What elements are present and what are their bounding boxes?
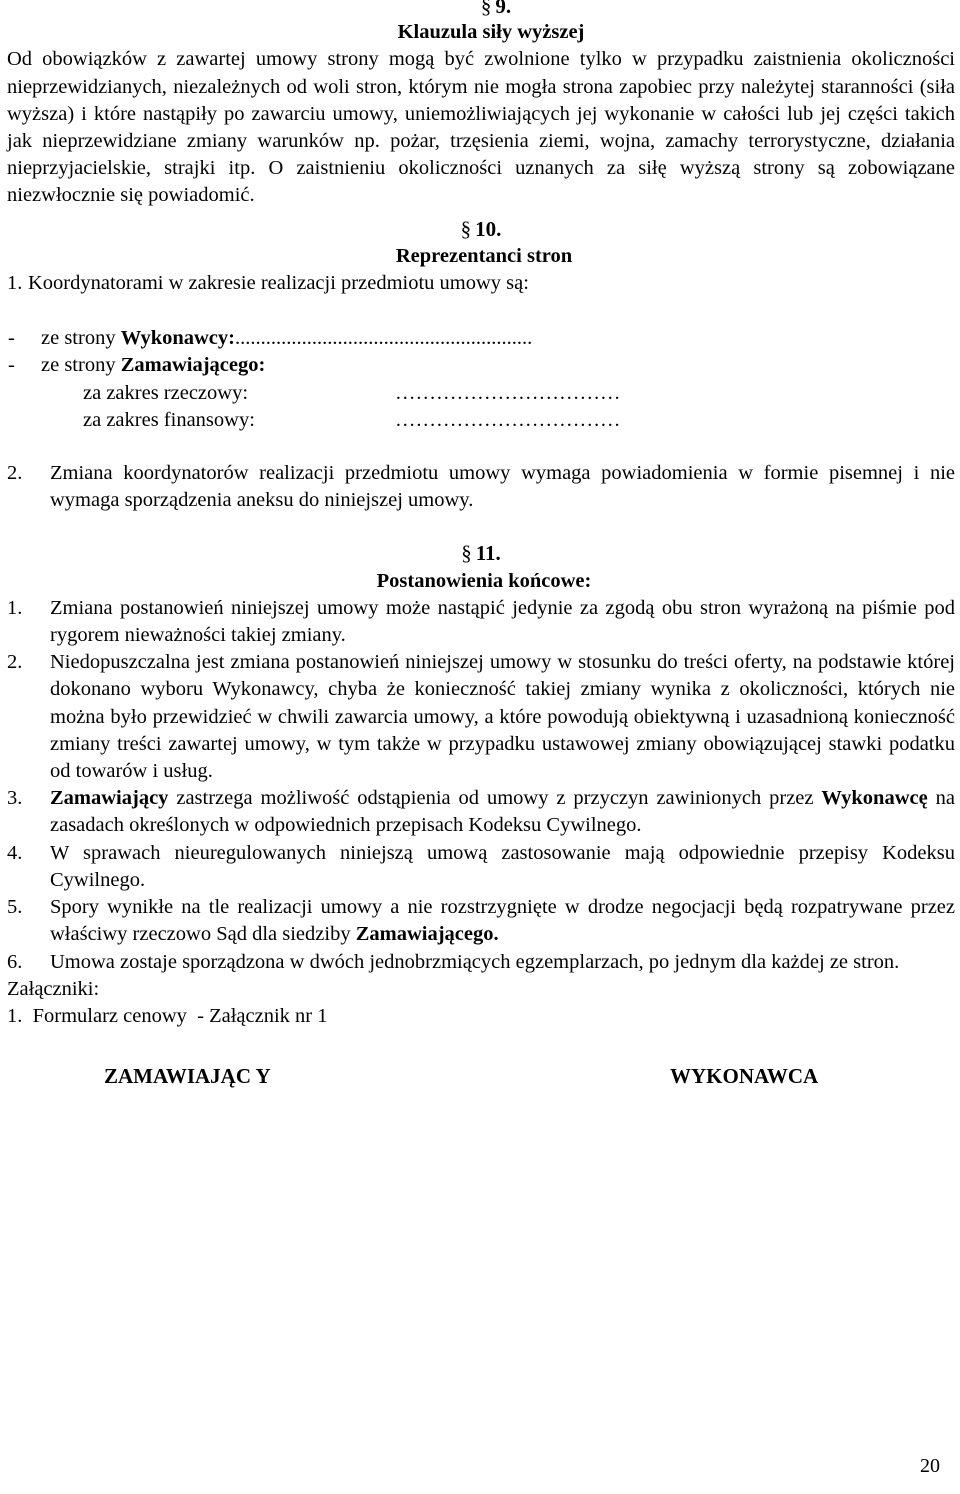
section-11-title: Postanowienia końcowe: (376, 569, 592, 592)
item-text: Koordynatorami w zakresie realizacji przedmiotu umowy są: (28, 272, 529, 295)
section-11-item-4 (7, 840, 955, 894)
paragraph-sign: § (461, 541, 472, 566)
coordinator-prefix: ze strony (41, 327, 121, 350)
section-11-item-6 (7, 949, 955, 976)
section-9-body: Od obowiązków z zawartej umowy strony mogą być zwolnione tylko w przypadku zaistnienia okoliczności nieprzewidzianych, niezależnych od woli stron, którym nie mogła strona zapobiec przy należytej staranności (siła wyższa) i które nastąpiły po zawarciu umowy, uniemożliwiających jej wykonanie w całości lub jej części takich jak nieprzewidziane zmiany warunków np. pożar, trzęsienia ziemi, wojna, zamachy terrorystyczne, działania nieprzyjacielskie, strajki itp. O zaistnieniu okoliczności uznanych za siłę wyższą strony są zobowiązane niezwłocznie się powiadomić. (7, 48, 955, 207)
signature-zamawiajacy: ZAMAWIAJĄC Y (104, 1064, 271, 1089)
coordinator-prefix: ze strony (41, 354, 121, 377)
signatures (7, 1063, 955, 1103)
item-text-part: Spory wynikłe na tle realizacji umowy a nie rozstrzygnięte w drodze negocjacji będą rozpatrywane przez właściwy rzeczowo Sąd dla siedziby (50, 896, 955, 946)
paragraph-sign: § (480, 0, 492, 18)
item-text (50, 894, 955, 948)
coordinator-wykonawca-dots: .......................................................... (234, 327, 533, 350)
item-text: Niedopuszczalna jest zmiana postanowień niniejszej umowy w stosunku do treści oferty, na podstawie której dokonano wyboru Wykonawcy, chyba że konieczność takiej zmiany wynika z okoliczności, których nie można było przewidzieć w chwili zawarcia umowy, a które powodują obiektywną i uzasadnioną konieczność zmiany treści zawartej umowy, w tym także w przypadku ustawowej zmiany obowiązującej stawki podatku od towarów i usług. (50, 651, 955, 783)
section-10-item-2 (7, 460, 955, 514)
item-number: 2. (7, 651, 23, 674)
coordinator-wykonawca-label: Wykonawcy: (120, 327, 235, 350)
coordinator-wykonawca-row (7, 325, 955, 352)
wykonawce-bold: Wykonawcę (821, 787, 928, 810)
item-text-part: na zasadach określonych w odpowiednich przepisach Kodeksu Cywilnego. (50, 787, 955, 837)
document-page (7, 0, 955, 1103)
item-text: W sprawach nieuregulowanych niniejszą umową zastosowanie mają odpowiednie przepisy Kodeksu Cywilnego. (50, 841, 955, 891)
scope-finansowy-row (7, 407, 955, 434)
dash: - (8, 327, 15, 350)
item-text: Umowa zostaje sporządzona w dwóch jednobrzmiących egzemplarzach, po jednym dla każdej ze stron. (50, 950, 900, 973)
attachment-item-1: 1. Formularz cenowy - Załącznik nr 1 (7, 1004, 328, 1027)
attachments-label: Załączniki: (7, 977, 100, 1000)
section-10-item-1 (7, 270, 955, 297)
scope-rzeczowy-dots: …………………………… (395, 381, 621, 404)
zamawiajacy-bold: Zamawiający (50, 787, 169, 810)
section-9-title: Klauzula siły wyższej (397, 21, 585, 44)
section-11-item-1 (7, 595, 955, 649)
section-9-heading (7, 0, 955, 20)
section-11-item-3 (7, 785, 955, 839)
page-number: 20 (920, 1455, 940, 1477)
item-number: 6. (7, 950, 23, 973)
item-number: 1. (7, 596, 23, 619)
coordinator-zamawiajacy-row (7, 352, 955, 379)
paragraph-sign: § (460, 216, 472, 241)
scope-finansowy-label: za zakres finansowy: (83, 408, 255, 431)
section-10-number: 10. (475, 216, 502, 241)
item-text-part: zastrzega możliwość odstąpienia od umowy z przyczyn zawinionych przez (168, 787, 822, 810)
section-11-item-2 (7, 649, 955, 785)
scope-rzeczowy-label: za zakres rzeczowy: (83, 381, 249, 404)
scope-finansowy-dots: …………………………… (395, 408, 621, 431)
signature-wykonawca: WYKONAWCA (670, 1064, 819, 1089)
item-text: Zmiana postanowień niniejszej umowy może nastąpić jedynie za zgodą obu stron wyrażoną na piśmie pod rygorem nieważności takiej zmiany. (50, 596, 955, 647)
item-number: 4. (7, 841, 23, 864)
section-9-number: 9. (495, 0, 512, 18)
item-text: Zmiana koordynatorów realizacji przedmiotu umowy wymaga powiadomienia w formie pisemnej i nie wymaga sporządzenia aneksu do niniejszej umowy. (50, 462, 955, 512)
item-number: 2. (7, 462, 23, 485)
section-11-item-5 (7, 894, 955, 948)
section-10-heading (7, 216, 955, 243)
section-11-heading (7, 540, 955, 567)
coordinator-zamawiajacy-label: Zamawiającego: (120, 354, 266, 377)
zamawiajacego-bold: Zamawiającego. (355, 923, 499, 946)
item-number: 1. (7, 272, 23, 295)
item-number: 3. (7, 787, 23, 810)
section-10-title: Reprezentanci stron (395, 244, 573, 267)
item-text (50, 785, 955, 839)
section-11-number: 11. (475, 541, 501, 566)
scope-rzeczowy-row (7, 380, 955, 407)
dash: - (8, 354, 15, 377)
item-number: 5. (7, 896, 23, 919)
